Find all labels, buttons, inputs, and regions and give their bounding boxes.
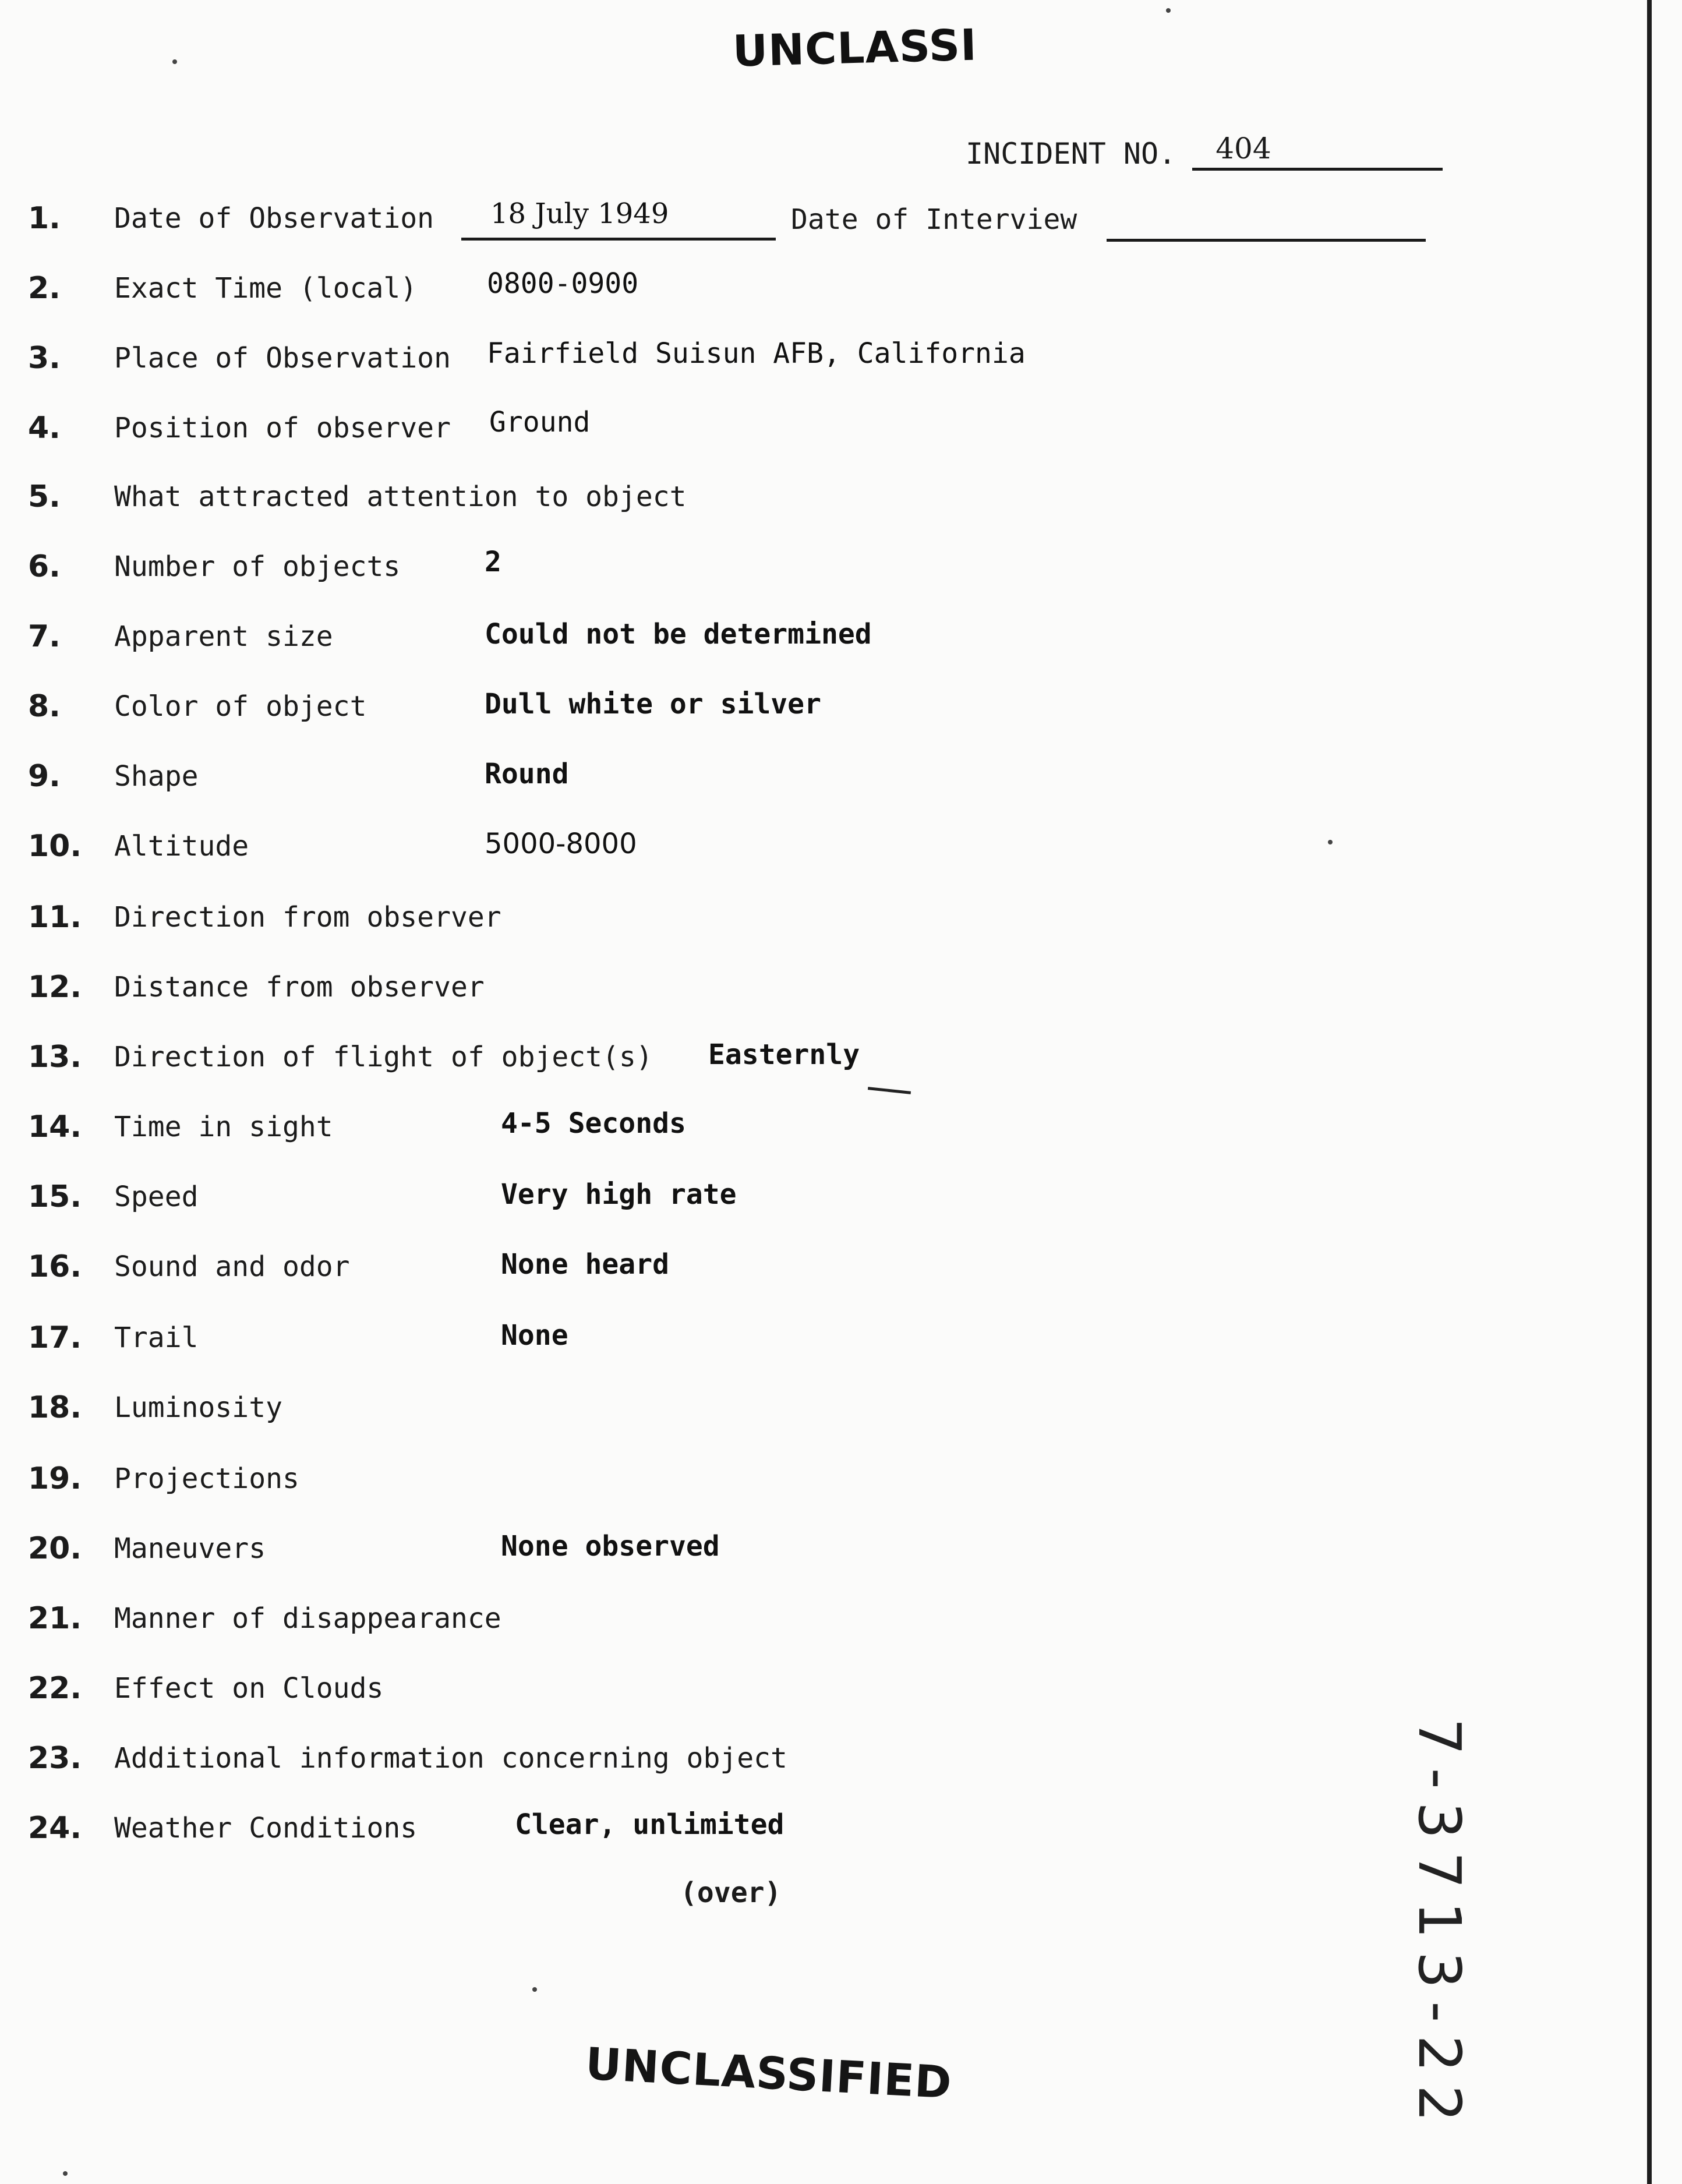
item-number: 24.: [28, 1811, 82, 1846]
date-of-interview-blank: [1107, 239, 1426, 242]
item-number: 1.: [28, 201, 61, 236]
page-edge-shadow: [1647, 0, 1652, 2184]
speck: [63, 2171, 68, 2176]
item-label: Direction of flight of object(s): [114, 1041, 653, 1073]
item-number: 14.: [28, 1109, 82, 1144]
item-label: Weather Conditions: [114, 1812, 418, 1844]
item-number: 10.: [28, 829, 82, 864]
item-value: None heard: [501, 1248, 669, 1281]
item-value: Easternly: [708, 1038, 860, 1071]
item-value: Very high rate: [501, 1178, 737, 1211]
item-number: 13.: [28, 1040, 82, 1075]
item-value: Could not be determined: [485, 618, 872, 651]
item-label: Luminosity: [114, 1391, 282, 1424]
speck: [1166, 8, 1171, 13]
item-number: 20.: [28, 1531, 82, 1566]
item-value: None observed: [501, 1530, 720, 1563]
item-label: Distance from observer: [114, 971, 485, 1003]
item-label: Exact Time (local): [114, 272, 418, 305]
item-number: 17.: [28, 1320, 82, 1355]
item-value: Fairfield Suisun AFB, California: [487, 337, 1026, 370]
item-label: Time in sight: [114, 1111, 333, 1143]
item-label: Effect on Clouds: [114, 1672, 384, 1705]
item-number: 4.: [28, 411, 61, 446]
item-label: Apparent size: [114, 620, 333, 653]
speck: [1328, 840, 1333, 844]
item-label: Speed: [114, 1181, 199, 1213]
item-number: 7.: [28, 619, 61, 654]
handwritten-file-number: 7-3713-22: [1405, 1718, 1473, 2135]
speck: [172, 59, 177, 64]
item-value: 5000-8000: [485, 828, 637, 860]
item-value: 2: [485, 546, 501, 578]
item-label: Projections: [114, 1462, 299, 1495]
item-value: 18 July 1949: [490, 197, 669, 230]
item-number: 22.: [28, 1671, 82, 1706]
item-label: Sound and odor: [114, 1250, 350, 1283]
item-label: Direction from observer: [114, 901, 501, 934]
item-label: What attracted attention to object: [114, 480, 687, 513]
item-number: 11.: [28, 900, 82, 935]
item-label: Maneuvers: [114, 1532, 266, 1565]
item-label: Number of objects: [114, 550, 401, 583]
item-label: Trail: [114, 1321, 199, 1354]
item-label: Manner of disappearance: [114, 1602, 501, 1635]
item-label: Altitude: [114, 830, 249, 863]
item-number: 19.: [28, 1461, 82, 1496]
incident-number: [966, 129, 1443, 171]
item-number: 15.: [28, 1179, 82, 1214]
item-label: Shape: [114, 760, 199, 793]
item-label: Color of object: [114, 690, 367, 723]
item-number: 23.: [28, 1741, 82, 1776]
item-value: Round: [485, 758, 569, 790]
item-value: Ground: [489, 406, 591, 439]
over-note: (over): [680, 1876, 782, 1909]
item-number: 18.: [28, 1390, 82, 1425]
item-number: 2.: [28, 271, 61, 306]
item-label: Position of observer: [114, 412, 451, 444]
item-number: 12.: [28, 970, 82, 1005]
classification-stamp-top: UNCLASSI: [732, 20, 978, 77]
date-observation-underline: [461, 238, 776, 241]
incident-label: INCIDENT NO.: [966, 137, 1176, 171]
item-value: None: [501, 1319, 568, 1352]
incident-value: 404: [1192, 129, 1443, 171]
item-number: 16.: [28, 1249, 82, 1284]
pen-mark: [868, 1087, 911, 1094]
date-of-interview-label: Date of Interview: [791, 203, 1077, 236]
item-value: Clear, unlimited: [515, 1808, 785, 1841]
classification-stamp-bottom: UNCLASSIFIED: [584, 2037, 953, 2109]
item-value: 4-5 Seconds: [501, 1107, 686, 1140]
item-value: Dull white or silver: [485, 688, 821, 720]
item-number: 3.: [28, 341, 61, 376]
item-number: 6.: [28, 549, 61, 584]
item-label: Place of Observation: [114, 342, 451, 374]
item-number: 8.: [28, 689, 61, 724]
item-number: 9.: [28, 759, 61, 794]
speck: [532, 1987, 537, 1992]
item-value: 0800-0900: [487, 267, 639, 300]
item-number: 5.: [28, 479, 61, 514]
item-number: 21.: [28, 1601, 82, 1636]
item-label: Date of Observation: [114, 202, 434, 235]
item-label: Additional information concerning object: [114, 1742, 787, 1775]
